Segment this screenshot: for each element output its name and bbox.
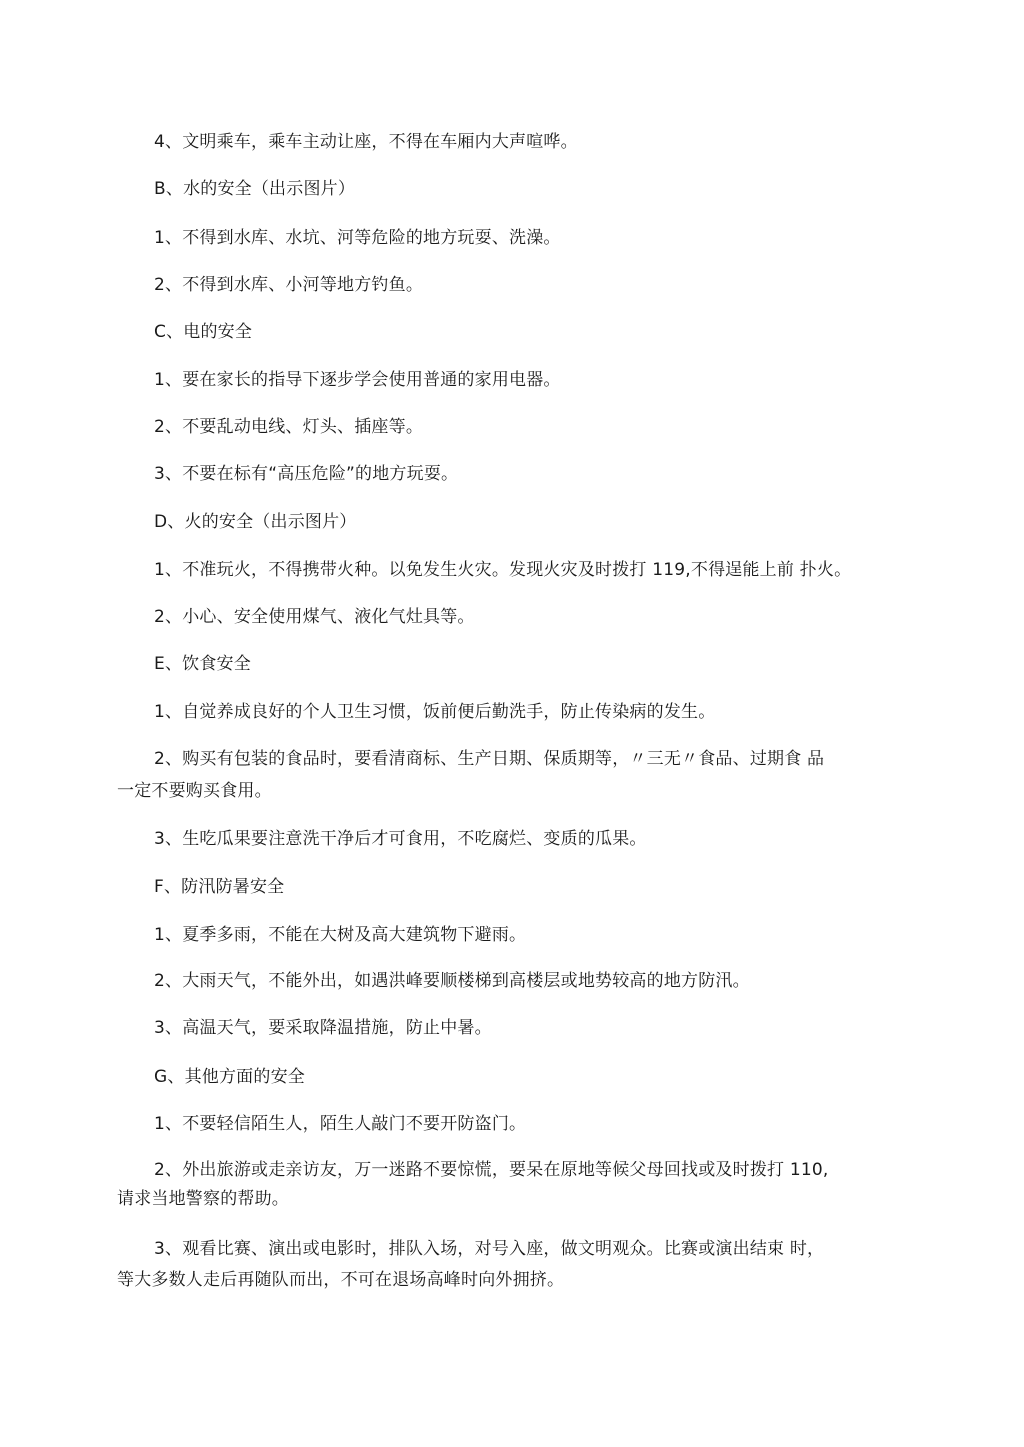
heading-electric-safety: C、电的安全 bbox=[154, 322, 253, 342]
paragraph-food-3: 3、生吃瓜果要注意洗干净后才可食用，不吃腐烂、变质的瓜果。 bbox=[154, 829, 647, 849]
heading-food-safety: E、饮食安全 bbox=[154, 654, 251, 674]
heading-other-safety: G、其他方面的安全 bbox=[154, 1067, 305, 1087]
paragraph-flood-2: 2、大雨天气，不能外出，如遇洪峰要顺楼梯到高楼层或地势较高的地方防汛。 bbox=[154, 971, 750, 991]
paragraph-food-1: 1、自觉养成良好的个人卫生习惯，饭前便后勤洗手，防止传染病的发生。 bbox=[154, 702, 716, 722]
paragraph-fire-2: 2、小心、安全使用煤气、液化气灶具等。 bbox=[154, 607, 475, 627]
paragraph-water-1: 1、不得到水库、水坑、河等危险的地方玩耍、洗澡。 bbox=[154, 228, 561, 248]
paragraph-water-2: 2、不得到水库、小河等地方钓鱼。 bbox=[154, 275, 424, 295]
paragraph-electric-2: 2、不要乱动电线、灯头、插座等。 bbox=[154, 417, 424, 437]
paragraph-other-2-cont: 请求当地警察的帮助。 bbox=[117, 1189, 289, 1209]
paragraph-electric-1: 1、要在家长的指导下逐步学会使用普通的家用电器。 bbox=[154, 370, 561, 390]
paragraph-fire-1: 1、不准玩火，不得携带火种。以免发生火灾。发现火灾及时拨打 119,不得逞能上前 扑火。 bbox=[154, 560, 852, 580]
paragraph-electric-3: 3、不要在标有“高压危险”的地方玩耍。 bbox=[154, 464, 459, 484]
paragraph-food-2-cont: 一定不要购买食用。 bbox=[117, 781, 272, 801]
paragraph-other-3: 3、观看比赛、演出或电影时，排队入场，对号入座，做文明观众。比赛或演出结束 时， bbox=[154, 1239, 825, 1259]
paragraph-other-1: 1、不要轻信陌生人，陌生人敲门不要开防盗门。 bbox=[154, 1114, 527, 1134]
paragraph-other-3-cont: 等大多数人走后再随队而出，不可在退场高峰时向外拥挤。 bbox=[117, 1270, 565, 1290]
paragraph-food-2: 2、购买有包装的食品时，要看清商标、生产日期、保质期等，〃三无〃食品、过期食 品 bbox=[154, 749, 825, 769]
paragraph-other-2: 2、外出旅游或走亲访友，万一迷路不要惊慌，要呆在原地等候父母回找或及时拨打 110, bbox=[154, 1160, 829, 1180]
heading-flood-heat-safety: F、防汛防暑安全 bbox=[154, 877, 285, 897]
paragraph-flood-1: 1、夏季多雨，不能在大树及高大建筑物下避雨。 bbox=[154, 925, 527, 945]
heading-fire-safety: D、火的安全（出示图片） bbox=[154, 512, 357, 532]
paragraph-flood-3: 3、高温天气，要采取降温措施，防止中暑。 bbox=[154, 1018, 492, 1038]
paragraph-traffic-4: 4、文明乘车，乘车主动让座，不得在车厢内大声喧哗。 bbox=[154, 132, 578, 152]
heading-water-safety: B、水的安全（出示图片） bbox=[154, 179, 356, 199]
